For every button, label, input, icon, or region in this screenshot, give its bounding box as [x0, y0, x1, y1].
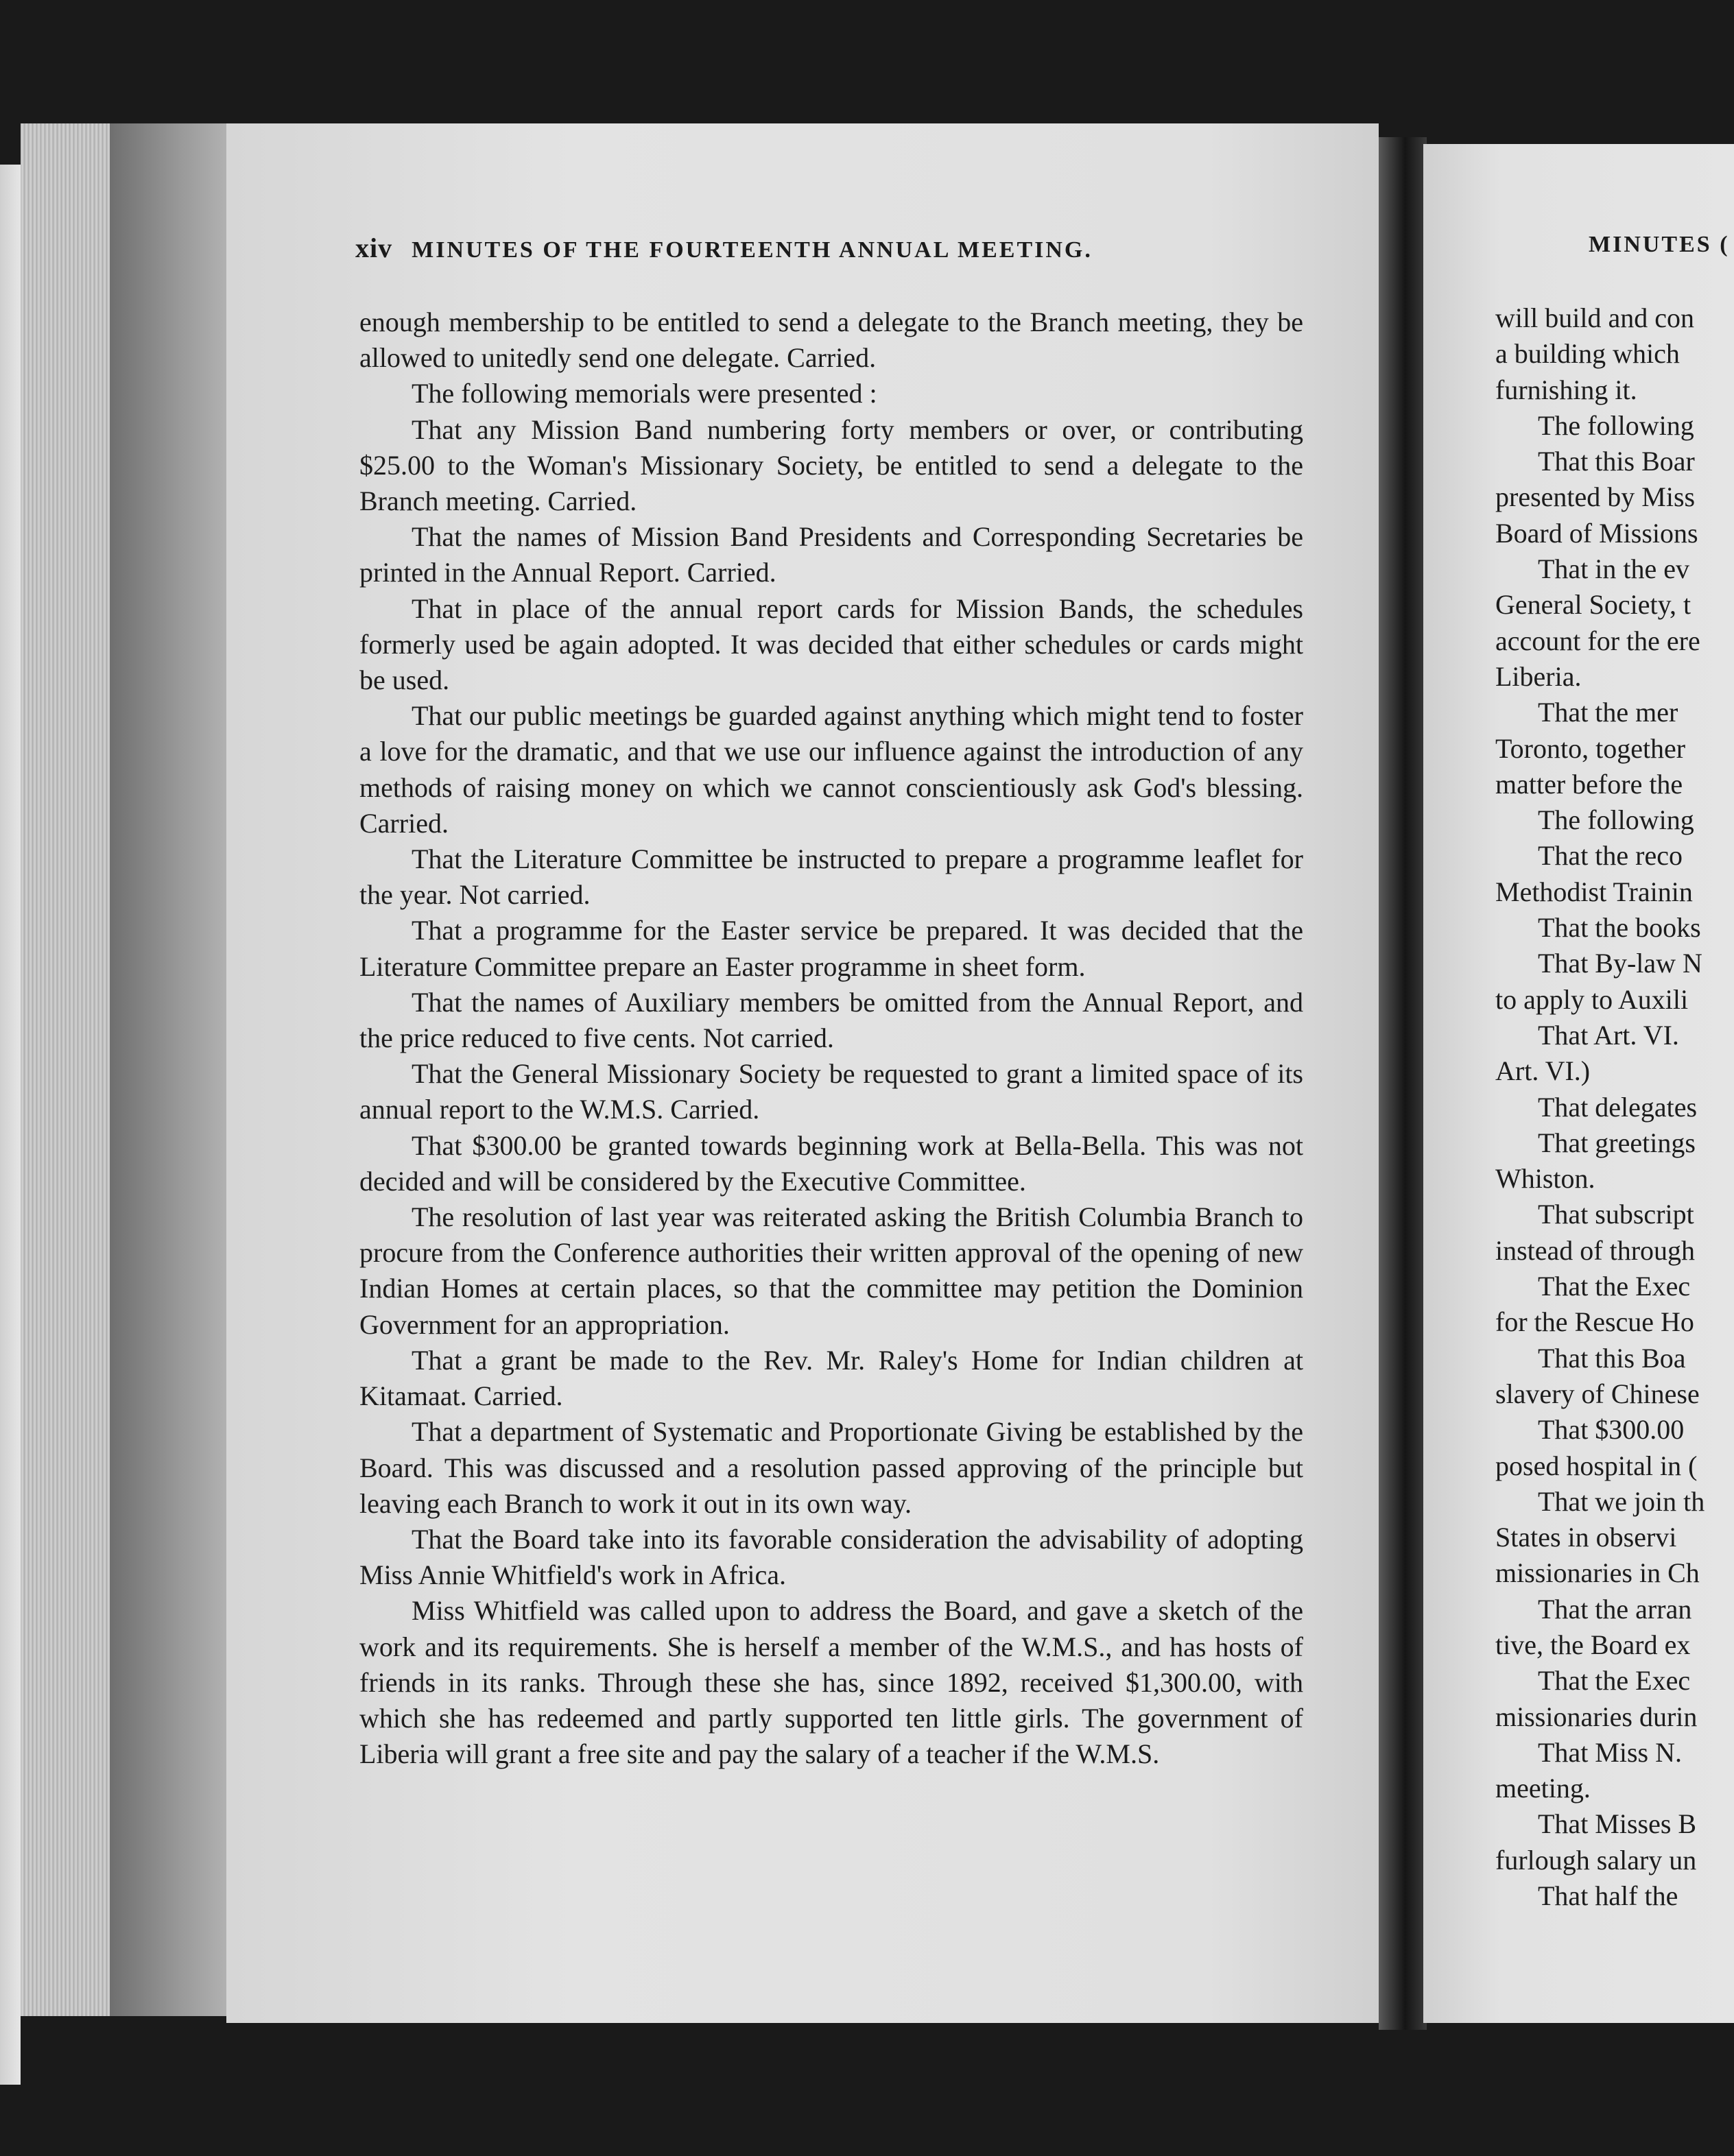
text-line: a building which: [1495, 338, 1680, 370]
text-line: The following: [1538, 409, 1694, 441]
text-line: That this Boa: [1538, 1342, 1686, 1374]
text-line: The following: [1538, 804, 1694, 836]
text-line: furnishing it.: [1495, 374, 1637, 405]
paragraph: That a grant be made to the Rev. Mr. Raley's Home for Indian children at Kitamaat. Carried.: [359, 1344, 1303, 1412]
text-line: furlough salary un: [1495, 1844, 1697, 1876]
running-head-title: MINUTES OF THE FOURTEENTH ANNUAL MEETING.: [412, 237, 1093, 263]
text-line: That Art. VI.: [1538, 1019, 1679, 1051]
book-left-edge: [0, 165, 21, 2085]
text-line: presented by Miss: [1495, 481, 1696, 513]
text-line: Art. VI.): [1495, 1055, 1591, 1087]
paragraph: That a department of Systematic and Proportionate Giving be established by the Board. This was discussed and a resolution passed approving of the principle but leaving each Branch to work it out in its own way.: [359, 1416, 1303, 1519]
text-line: That the Exec: [1538, 1271, 1691, 1302]
text-line: instead of through: [1495, 1234, 1696, 1266]
text-line: That the arran: [1538, 1593, 1692, 1625]
text-line: meeting.: [1495, 1773, 1591, 1804]
left-running-head: [355, 232, 1247, 264]
text-line: That half the: [1538, 1880, 1678, 1912]
text-line: posed hospital in (: [1495, 1450, 1698, 1481]
text-line: matter before the: [1495, 768, 1683, 800]
text-line: That we join th: [1538, 1485, 1705, 1517]
paragraph: That our public meetings be guarded against anything which might tend to foster a love for the dramatic, and that we use our influence against the introduction of any methods of raising money on which we cannot conscientiously ask God's blessing. Carried.: [359, 700, 1303, 839]
text-line: That the mer: [1538, 697, 1678, 728]
paragraph: enough membership to be entitled to send a delegate to the Branch meeting, they be allowed to unitedly send one delegate. Carried.: [359, 307, 1303, 374]
binding-strip: [110, 123, 230, 2016]
text-line: That Miss N.: [1538, 1736, 1682, 1768]
paragraph: That the General Missionary Society be requested to grant a limited space of its annual report to the W.M.S. Carried.: [359, 1058, 1303, 1125]
text-line: States in observi: [1495, 1522, 1677, 1553]
paragraph: The resolution of last year was reiterated asking the British Columbia Branch to procure from the Conference authorities their written approval of the opening of new Indian Homes at certain places, so that the committee may petition the Dominion Government for an appropriation.: [359, 1201, 1303, 1340]
text-line: account for the ere: [1495, 625, 1700, 656]
text-line: Board of Missions: [1495, 517, 1698, 549]
paragraph: That the names of Auxiliary members be omitted from the Annual Report, and the price reduced to five cents. Not carried.: [359, 986, 1303, 1054]
text-line: That greetings: [1538, 1127, 1696, 1158]
text-line: missionaries in Ch: [1495, 1557, 1700, 1589]
text-line: General Society, t: [1495, 589, 1691, 621]
text-line: That $300.00: [1538, 1414, 1685, 1446]
paragraph: That a programme for the Easter service be prepared. It was decided that the Literature Committee prepare an Easter programme in sheet form.: [359, 915, 1303, 982]
text-line: missionaries durin: [1495, 1701, 1698, 1732]
text-line: Liberia.: [1495, 660, 1582, 692]
text-line: That the books: [1538, 912, 1701, 944]
text-line: will build and con: [1495, 302, 1694, 333]
page-stack-edges: [21, 123, 113, 2016]
book-gutter: [1379, 137, 1427, 2030]
paragraph: That the Board take into its favorable consideration the advisability of adopting Miss Annie Whitfield's work in Africa.: [359, 1523, 1303, 1591]
paragraph: That $300.00 be granted towards beginning work at Bella-Bella. This was not decided and will be considered by the Executive Committee.: [359, 1129, 1303, 1197]
right-running-head: MINUTES (: [1589, 232, 1730, 257]
text-line: Whiston.: [1495, 1163, 1595, 1195]
text-line: That the reco: [1538, 840, 1683, 872]
text-line: to apply to Auxili: [1495, 983, 1689, 1015]
paragraph: That any Mission Band numbering forty members or over, or contributing $25.00 to the Woman's Missionary Society, be entitled to send a delegate to the Branch meeting. Carried.: [359, 414, 1303, 517]
text-line: tive, the Board ex: [1495, 1629, 1691, 1660]
text-line: That subscript: [1538, 1199, 1694, 1230]
text-line: That the Exec: [1538, 1665, 1691, 1697]
paragraph: That the Literature Committee be instructed to prepare a programme leaflet for the year. Not carried.: [359, 843, 1303, 911]
text-line: for the Rescue Ho: [1495, 1306, 1694, 1338]
text-line: slavery of Chinese: [1495, 1378, 1700, 1409]
paragraph: That the names of Mission Band Presidents and Corresponding Secretaries be printed in the Annual Report. Carried.: [359, 521, 1303, 588]
right-page-body: [1495, 300, 1734, 1914]
text-line: That in the ev: [1538, 553, 1690, 585]
text-line: Methodist Trainin: [1495, 876, 1693, 907]
paragraph: That in place of the annual report cards for Mission Bands, the schedules formerly used be again adopted. It was decided that either schedules or cards might be used.: [359, 592, 1303, 696]
text-line: That this Boar: [1538, 446, 1695, 477]
paragraph: The following memorials were presented :: [412, 378, 877, 409]
text-line: That delegates: [1538, 1091, 1698, 1123]
paragraph: Miss Whitfield was called upon to address the Board, and gave a sketch of the work and its requirements. She is herself a member of the W.M.S., and has hosts of friends in its ranks. Through these she has, since 1892, received $1,300.00, with which she has redeemed and partly supported ten little girls. The government of Liberia will grant a free site and pay the salary of a teacher if the W.M.S.: [359, 1595, 1303, 1770]
text-line: That Misses B: [1538, 1808, 1697, 1840]
left-page-body: [359, 304, 1303, 1772]
text-line: That By-law N: [1538, 948, 1702, 979]
text-line: Toronto, together: [1495, 732, 1686, 764]
page-number: xiv: [355, 232, 393, 263]
